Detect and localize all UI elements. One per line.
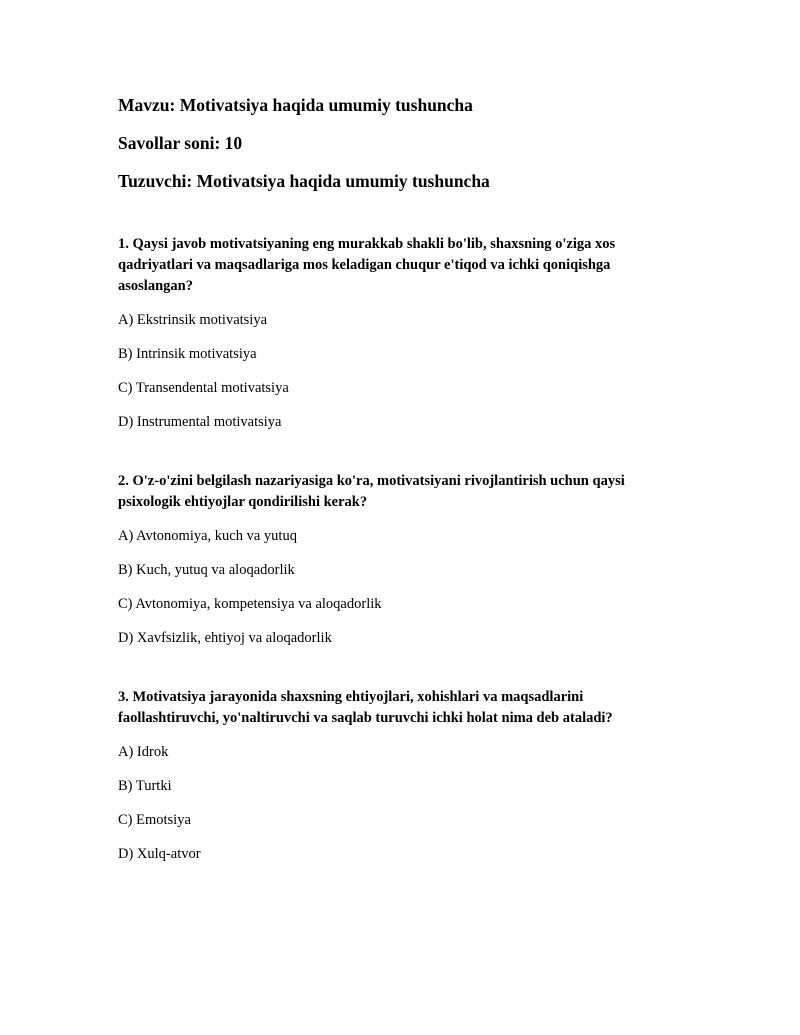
question-text: 2. O'z-o'zini belgilash nazariyasiga ko'ra, motivatsiyani rivojlantirish uchun qaysi psixologik ehtiyojlar qondirilishi kerak? xyxy=(118,473,625,510)
option-a: A) Idrok xyxy=(118,744,169,760)
question-3 xyxy=(118,687,682,863)
option-c: C) Avtonomiya, kompetensiya va aloqadorlik xyxy=(118,596,382,612)
document-header xyxy=(118,0,682,192)
option-b: B) Intrinsik motivatsiya xyxy=(118,346,257,362)
option-b: B) Kuch, yutuq va aloqadorlik xyxy=(118,562,295,578)
option-c: C) Emotsiya xyxy=(118,812,191,828)
question-2 xyxy=(118,471,682,647)
topic-line: Mavzu: Motivatsiya haqida umumiy tushuncha xyxy=(118,95,473,115)
question-1 xyxy=(118,234,682,431)
question-count-line: Savollar soni: 10 xyxy=(118,133,243,153)
option-d: D) Xavfsizlik, ehtiyoj va aloqadorlik xyxy=(118,630,332,646)
option-b: B) Turtki xyxy=(118,778,172,794)
option-d: D) Xulq-atvor xyxy=(118,846,201,862)
author-line: Tuzuvchi: Motivatsiya haqida umumiy tushuncha xyxy=(118,171,490,191)
question-list xyxy=(118,234,682,863)
option-c: C) Transendental motivatsiya xyxy=(118,380,289,396)
option-a: A) Ekstrinsik motivatsiya xyxy=(118,312,268,328)
option-d: D) Instrumental motivatsiya xyxy=(118,414,282,430)
question-text: 3. Motivatsiya jarayonida shaxsning ehtiyojlari, xohishlari va maqsadlarini faollashtiruvchi, yo'naltiruvchi va saqlab turuvchi ichki holat nima deb ataladi? xyxy=(118,689,613,726)
question-text: 1. Qaysi javob motivatsiyaning eng murakkab shakli bo'lib, shaxsning o'ziga xos qadriyatlari va maqsadlariga mos keladigan chuqur e'tiqod va ichki qoniqishga asoslangan? xyxy=(118,236,616,294)
option-a: A) Avtonomiya, kuch va yutuq xyxy=(118,528,297,544)
